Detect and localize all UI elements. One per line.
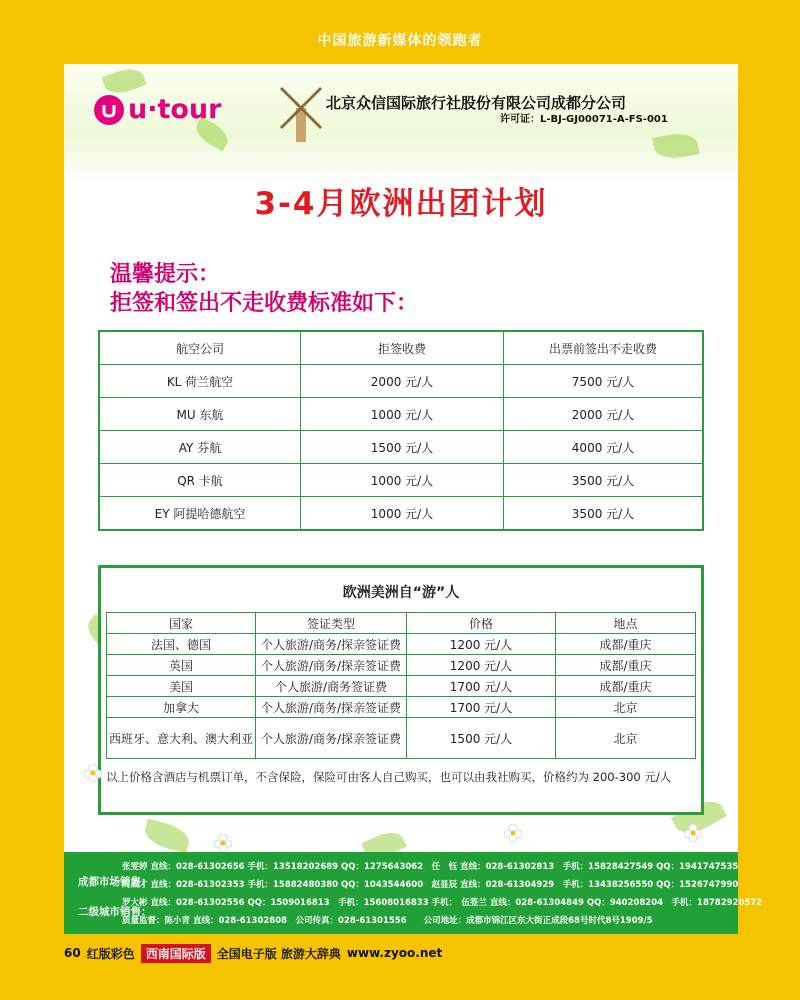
flower-icon [214, 834, 232, 852]
table-row [99, 365, 703, 398]
page-title: 3-4月欧洲出团计划 [254, 186, 548, 222]
flower-icon [504, 824, 522, 842]
header-cell: 价格 [407, 613, 556, 634]
table-row [107, 655, 696, 676]
table-cell: 个人旅游/商务签证费 [256, 676, 407, 697]
table-row [99, 464, 703, 497]
header-cell: 国家 [107, 613, 256, 634]
table-cell: 北京 [556, 697, 696, 718]
table-row [99, 398, 703, 431]
table-cell: MU 东航 [99, 398, 301, 431]
table-cell: 美国 [107, 676, 256, 697]
leaf-decoration [142, 818, 193, 853]
contact-line: 周成才 直线：028-61302353 手机：15882480380 QQ：1043544600 赵显辰 直线：028-61304929 手机：13438256550 QQ：1526747990 [122, 880, 739, 890]
table-row [107, 676, 696, 697]
table-row [99, 497, 703, 531]
edition-text: 全国电子版 旅游大辞典 [216, 946, 341, 961]
page-footer [64, 944, 442, 962]
contact-line: 罗大彬 直线：028-61302556 QQ：1509016813 手机：15608016833 手机： 伍签兰 直线：028-61304849 QQ：940208204 手机：18782920572 [122, 898, 763, 908]
contact-label-chengdu: 成都市场销售： [78, 876, 152, 888]
table-cell: 1500 元/人 [407, 718, 556, 759]
table-cell: 1500 元/人 [301, 431, 504, 464]
visa-note: 以上价格含酒店与机票订单，不含保险，保险可由客人自己购买，也可以由我社购买，价格约为 200-300 元/人 [106, 770, 672, 784]
contact-line: 张雯婷 直线：028-61302656 手机：13518202689 QQ：1275643062 任 钰 直线：028-61302813 手机：15828427549 QQ：1941747535 [122, 862, 739, 872]
license-number: 许可证：L-BJ-GJ00071-A-FS-001 [500, 114, 668, 125]
visa-section [98, 565, 704, 815]
table-cell: 个人旅游/商务/探亲签证费 [256, 697, 407, 718]
table-cell: 成都/重庆 [556, 676, 696, 697]
table-cell: EY 阿提哈德航空 [99, 497, 301, 531]
table-cell: 个人旅游/商务/探亲签证费 [256, 655, 407, 676]
table-cell: 加拿大 [107, 697, 256, 718]
fee-table [98, 330, 704, 531]
top-slogan: 中国旅游新媒体的领跑者 [317, 33, 483, 49]
table-cell: 个人旅游/商务/探亲签证费 [256, 634, 407, 655]
visa-section-title: 欧洲美洲自“游”人 [342, 585, 460, 601]
website-link[interactable]: www.zyoo.net [346, 946, 443, 960]
table-cell: 3500 元/人 [504, 464, 704, 497]
table-cell: 1000 元/人 [301, 497, 504, 531]
table-cell: 北京 [556, 718, 696, 759]
table-cell: 1000 元/人 [301, 464, 504, 497]
page-number: 60 [64, 946, 81, 960]
table-cell: 3500 元/人 [504, 497, 704, 531]
table-cell: 1000 元/人 [301, 398, 504, 431]
table-cell: 1200 元/人 [407, 655, 556, 676]
windmill-icon [276, 84, 326, 144]
table-header-row [99, 331, 703, 365]
table-cell: 4000 元/人 [504, 431, 704, 464]
table-header-row [107, 613, 696, 634]
magazine-name: 红版彩色 [86, 946, 135, 961]
table-cell: AY 芬航 [99, 431, 301, 464]
table-cell: 2000 元/人 [504, 398, 704, 431]
logo-text: u·tour [128, 94, 222, 125]
table-cell: 西班牙、意大利、澳大利亚 [107, 718, 256, 759]
header-cell: 出票前签出不走收费 [504, 331, 704, 365]
header-cell: 航空公司 [99, 331, 301, 365]
table-row [107, 697, 696, 718]
utour-logo [94, 94, 221, 125]
edition-tag: 西南国际版 [141, 944, 211, 963]
table-cell: 1700 元/人 [407, 697, 556, 718]
table-cell: 1700 元/人 [407, 676, 556, 697]
table-row [99, 431, 703, 464]
tip-subheading: 拒签和签出不走收费标准如下： [110, 291, 419, 316]
visa-table [106, 612, 696, 759]
speech-bubble-icon [94, 95, 124, 125]
company-name: 北京众信国际旅行社股份有限公司成都分公司 [326, 94, 627, 112]
table-cell: KL 荷兰航空 [99, 365, 301, 398]
page-sheet [64, 64, 738, 934]
flower-icon [84, 764, 102, 782]
table-row [107, 634, 696, 655]
contact-label-second-tier: 二级城市销售： [78, 906, 152, 918]
table-cell: 1200 元/人 [407, 634, 556, 655]
header-cell: 地点 [556, 613, 696, 634]
flower-icon [684, 824, 702, 842]
table-cell: 成都/重庆 [556, 655, 696, 676]
table-cell: 2000 元/人 [301, 365, 504, 398]
header-cell: 签证类型 [256, 613, 407, 634]
table-row [107, 718, 696, 759]
contact-line: 质量监督：陈小青 直线：028-61302808 公司传真：028-61301556 公司地址：成都市锦江区东大街正成段68号时代8号1909/5 [122, 916, 653, 926]
contact-band [64, 852, 763, 934]
table-cell: QR 卡航 [99, 464, 301, 497]
table-cell: 英国 [107, 655, 256, 676]
table-cell: 法国、德国 [107, 634, 256, 655]
table-cell: 7500 元/人 [504, 365, 704, 398]
tip-heading: 温馨提示： [110, 262, 221, 287]
header-cell: 拒签收费 [301, 331, 504, 365]
table-cell: 成都/重庆 [556, 634, 696, 655]
table-cell: 个人旅游/商务/探亲签证费 [256, 718, 407, 759]
